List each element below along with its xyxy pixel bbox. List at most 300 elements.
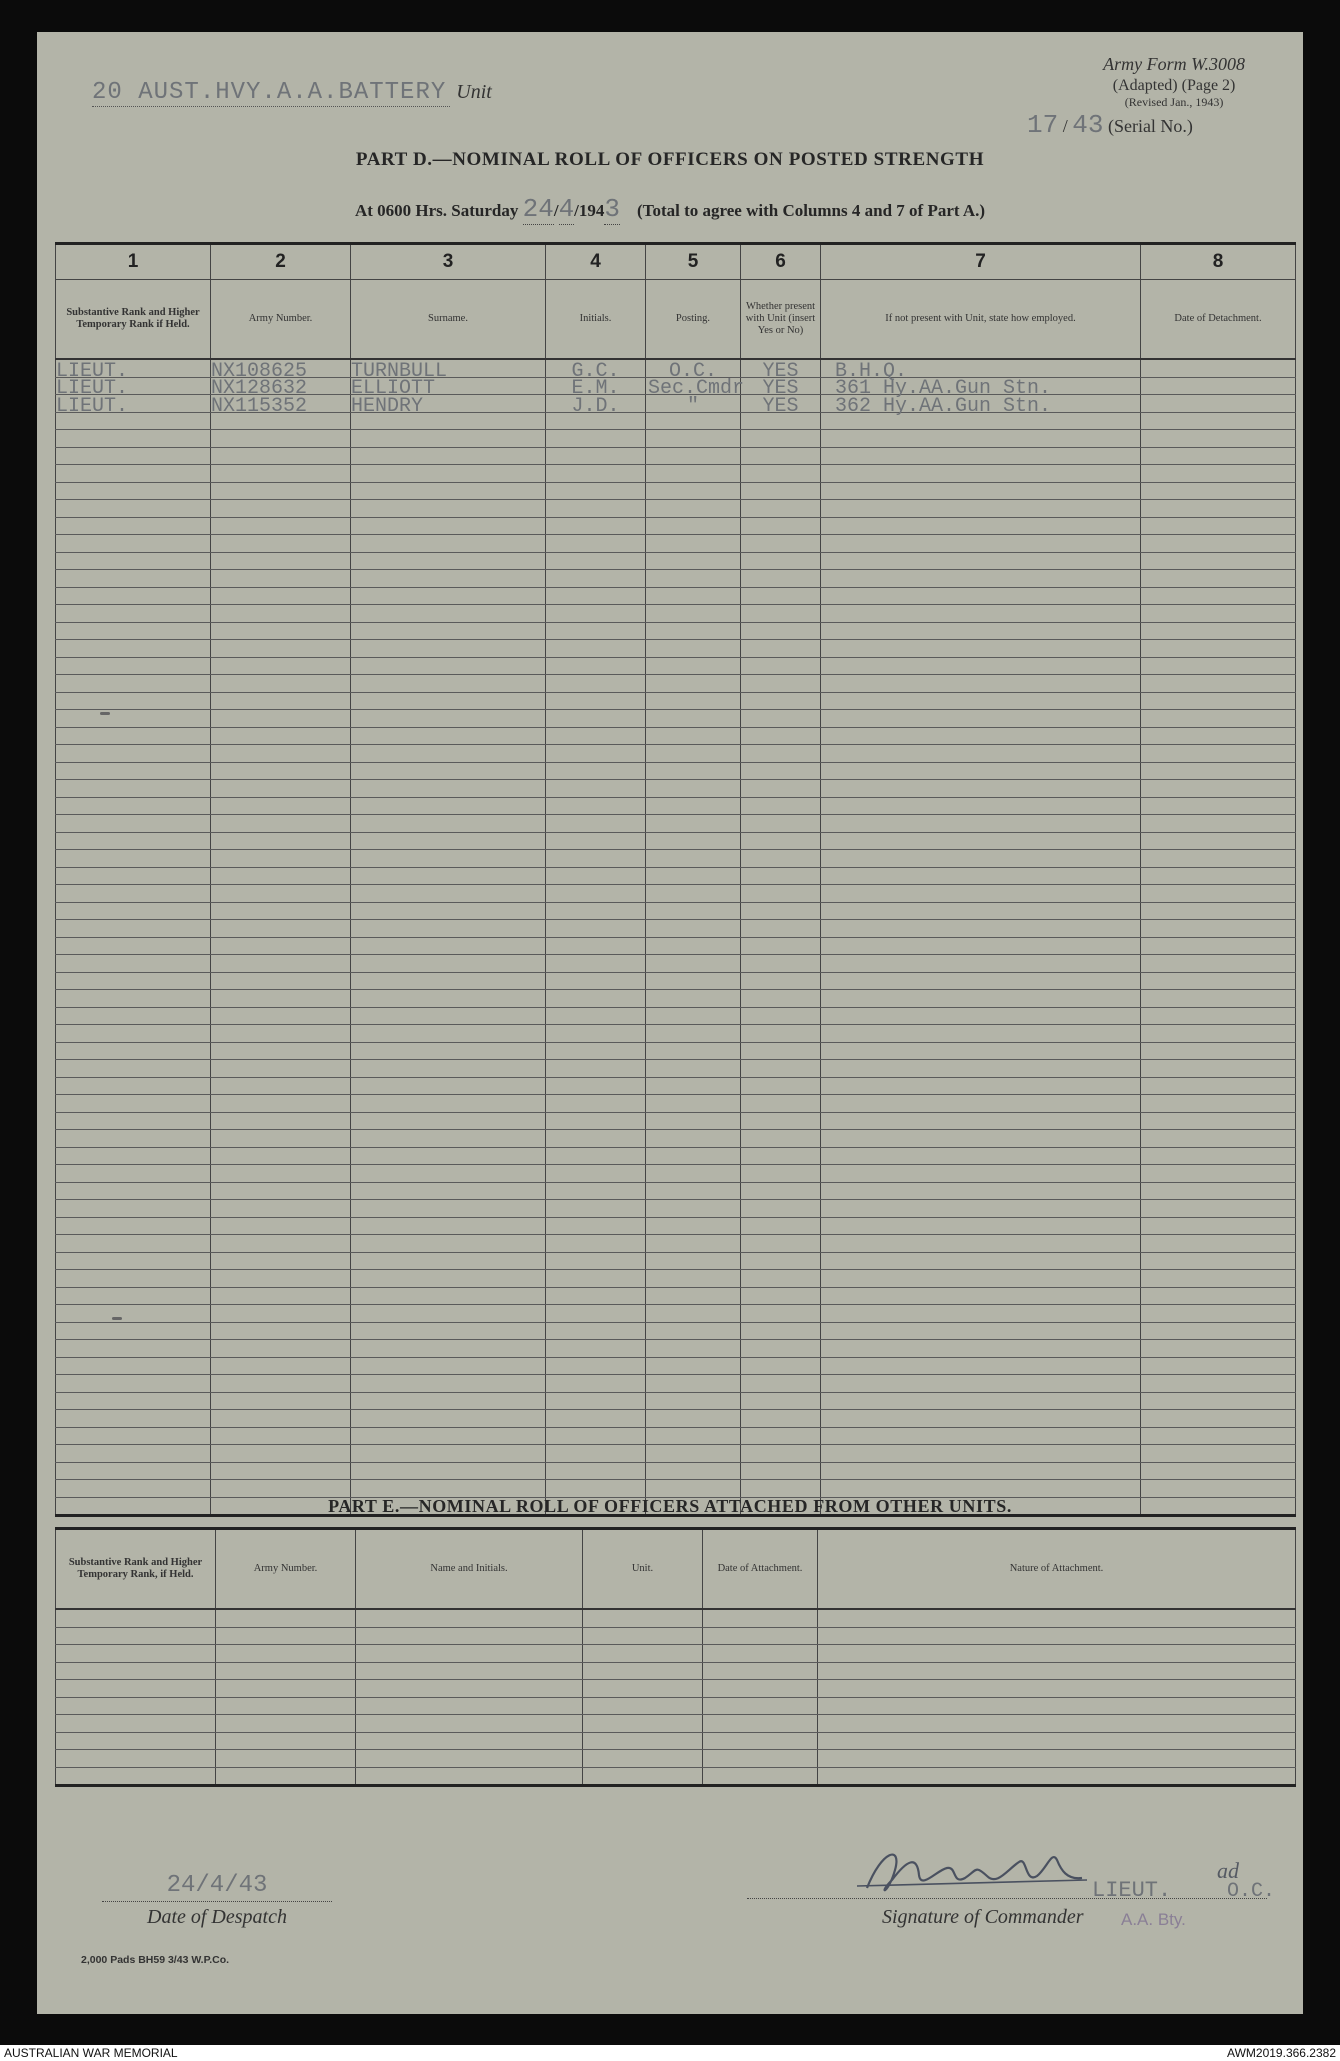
blank-cell (821, 1112, 1141, 1130)
form-revised: (Revised Jan., 1943) (1124, 94, 1224, 109)
blank-cell (56, 1375, 211, 1393)
posting-cell: " (686, 394, 699, 418)
blank-row (56, 622, 1296, 640)
blank-cell (821, 1357, 1141, 1375)
blank-row (56, 675, 1296, 693)
blank-cell (546, 867, 646, 885)
blank-cell (546, 1042, 646, 1060)
blank-cell (646, 710, 741, 728)
blank-cell (351, 745, 546, 763)
rank-cell: LIEUT. (56, 377, 129, 400)
blank-cell (356, 1662, 583, 1680)
blank-cell (703, 1609, 818, 1627)
blank-cell (583, 1662, 703, 1680)
blank-cell (741, 1445, 821, 1463)
blank-cell (646, 990, 741, 1008)
date-month: 4 (558, 194, 575, 224)
blank-row (56, 920, 1296, 938)
blank-cell (821, 1462, 1141, 1480)
blank-cell (1141, 1077, 1296, 1095)
blank-cell (56, 780, 211, 798)
blank-cell (646, 1042, 741, 1060)
blank-cell (646, 1427, 741, 1445)
blank-cell (351, 1287, 546, 1305)
blank-cell (1141, 1410, 1296, 1428)
blank-cell (211, 1322, 351, 1340)
blank-cell (546, 605, 646, 623)
blank-cell (821, 1217, 1141, 1235)
blank-cell (211, 517, 351, 535)
blank-cell (546, 1147, 646, 1165)
blank-cell (546, 937, 646, 955)
blank-cell (821, 920, 1141, 938)
blank-cell (56, 675, 211, 693)
blank-cell (56, 990, 211, 1008)
date-year-digit: 3 (604, 194, 621, 224)
blank-cell (821, 1007, 1141, 1025)
blank-cell (211, 1235, 351, 1253)
blank-cell (821, 1042, 1141, 1060)
blank-cell (211, 1410, 351, 1428)
blank-cell (546, 1427, 646, 1445)
blank-cell (546, 1130, 646, 1148)
blank-row (56, 1130, 1296, 1148)
blank-cell (56, 937, 211, 955)
blank-cell (56, 500, 211, 518)
column-number: 8 (1141, 244, 1296, 280)
printer-note: 2,000 Pads BH59 3/43 W.P.Co. (81, 1954, 230, 1966)
blank-row (56, 447, 1296, 465)
blank-cell (1141, 1322, 1296, 1340)
column-number-row (56, 244, 1296, 280)
blank-cell (56, 1662, 216, 1680)
blank-cell (211, 465, 351, 483)
blank-cell (351, 1322, 546, 1340)
surname-cell: HENDRY (351, 394, 424, 418)
blank-cell (741, 622, 821, 640)
blank-row (56, 1305, 1296, 1323)
blank-cell (818, 1697, 1296, 1715)
blank-cell (818, 1662, 1296, 1680)
blank-cell (1141, 1392, 1296, 1410)
blank-cell (56, 1130, 211, 1148)
blank-cell (583, 1645, 703, 1663)
blank-cell (211, 1340, 351, 1358)
blank-cell (741, 517, 821, 535)
blank-row (56, 1462, 1296, 1480)
column-number: 4 (546, 244, 646, 280)
part-d-title: PART D.—NOMINAL ROLL OF OFFICERS ON POSTED STRENGTH (355, 149, 985, 170)
blank-cell (821, 1427, 1141, 1445)
blank-cell (741, 902, 821, 920)
blank-cell (741, 972, 821, 990)
blank-cell (646, 1235, 741, 1253)
blank-cell (546, 535, 646, 553)
blank-cell (351, 1200, 546, 1218)
blank-cell (56, 605, 211, 623)
blank-row (56, 955, 1296, 973)
blank-cell (211, 1305, 351, 1323)
blank-cell (211, 1060, 351, 1078)
blank-cell (821, 867, 1141, 885)
blank-row (56, 605, 1296, 623)
blank-cell (216, 1715, 356, 1733)
blank-cell (211, 710, 351, 728)
blank-cell (646, 780, 741, 798)
blank-cell (741, 1112, 821, 1130)
blank-cell (356, 1715, 583, 1733)
blank-cell (351, 1147, 546, 1165)
blank-cell (211, 937, 351, 955)
blank-cell (703, 1697, 818, 1715)
blank-cell (546, 815, 646, 833)
blank-cell (211, 1480, 351, 1498)
rank-cell: LIEUT. (56, 359, 129, 383)
blank-cell (821, 622, 1141, 640)
header-name-initials: Name and Initials. (356, 1529, 583, 1610)
blank-cell (741, 500, 821, 518)
blank-cell (56, 640, 211, 658)
blank-cell (56, 1410, 211, 1428)
blank-cell (1141, 797, 1296, 815)
blank-cell (1141, 850, 1296, 868)
blank-cell (216, 1750, 356, 1768)
column-number: 7 (821, 244, 1141, 280)
blank-cell (821, 937, 1141, 955)
blank-cell (821, 1252, 1141, 1270)
blank-row (56, 1182, 1296, 1200)
blank-cell (546, 1077, 646, 1095)
blank-cell (741, 797, 821, 815)
blank-cell (1141, 552, 1296, 570)
blank-cell (56, 587, 211, 605)
blank-cell (1141, 517, 1296, 535)
blank-cell (211, 850, 351, 868)
blank-row (56, 482, 1296, 500)
blank-cell (211, 587, 351, 605)
blank-cell (741, 920, 821, 938)
blank-cell (351, 1445, 546, 1463)
blank-cell (351, 1112, 546, 1130)
army-number-cell: NX115352 (211, 394, 308, 418)
blank-cell (351, 570, 546, 588)
header-rank: Substantive Rank and Higher Temporary Rank if Held. (56, 280, 211, 360)
date-day: 24 (522, 194, 554, 224)
blank-cell (351, 517, 546, 535)
blank-cell (56, 430, 211, 448)
blank-cell (56, 1217, 211, 1235)
blank-cell (546, 622, 646, 640)
blank-cell (211, 1375, 351, 1393)
blank-cell (741, 1287, 821, 1305)
blank-cell (646, 500, 741, 518)
serial-slash: / (1062, 116, 1073, 136)
blank-cell (351, 692, 546, 710)
blank-cell (821, 465, 1141, 483)
blank-cell (741, 1480, 821, 1498)
blank-cell (211, 622, 351, 640)
part-d-table (55, 242, 1296, 1517)
blank-cell (546, 710, 646, 728)
blank-cell (646, 1025, 741, 1043)
blank-cell (351, 780, 546, 798)
blank-cell (56, 972, 211, 990)
blank-cell (1141, 1287, 1296, 1305)
blank-cell (56, 1750, 216, 1768)
blank-cell (646, 937, 741, 955)
blank-cell (821, 1270, 1141, 1288)
blank-cell (646, 692, 741, 710)
blank-cell (546, 1462, 646, 1480)
blank-cell (351, 447, 546, 465)
header-attachment-nature: Nature of Attachment. (818, 1529, 1296, 1610)
blank-cell (821, 675, 1141, 693)
blank-cell (56, 1042, 211, 1060)
blank-cell (821, 780, 1141, 798)
blank-cell (351, 762, 546, 780)
blank-cell (56, 465, 211, 483)
column-number: 6 (741, 244, 821, 280)
despatch-block (102, 1872, 332, 1929)
blank-cell (211, 500, 351, 518)
blank-cell (211, 1357, 351, 1375)
blank-row (56, 517, 1296, 535)
blank-cell (56, 1287, 211, 1305)
blank-cell (741, 1252, 821, 1270)
blank-cell (646, 1410, 741, 1428)
blank-cell (821, 1130, 1141, 1148)
blank-cell (821, 552, 1141, 570)
blank-cell (351, 1252, 546, 1270)
blank-cell (1141, 937, 1296, 955)
blank-cell (211, 1270, 351, 1288)
blank-cell (351, 1007, 546, 1025)
part-e-table (55, 1527, 1296, 1787)
blank-cell (818, 1732, 1296, 1750)
blank-cell (351, 710, 546, 728)
blank-cell (821, 1077, 1141, 1095)
blank-cell (741, 657, 821, 675)
blank-cell (211, 692, 351, 710)
blank-cell (546, 1095, 646, 1113)
blank-cell (741, 465, 821, 483)
blank-cell (1141, 587, 1296, 605)
header-initials: Initials. (546, 280, 646, 360)
archive-reference: AWM2019.366.2382 (1227, 2046, 1336, 2060)
blank-cell (1141, 1252, 1296, 1270)
employment-cell: B.H.Q. (835, 359, 908, 383)
blank-cell (818, 1609, 1296, 1627)
blank-cell (56, 955, 211, 973)
blank-cell (821, 1410, 1141, 1428)
blank-cell (821, 1322, 1141, 1340)
blank-cell (546, 850, 646, 868)
blank-cell (546, 1217, 646, 1235)
blank-cell (546, 1025, 646, 1043)
blank-row (56, 1392, 1296, 1410)
blank-cell (211, 727, 351, 745)
blank-row (56, 535, 1296, 553)
blank-cell (1141, 972, 1296, 990)
blank-cell (646, 1095, 741, 1113)
blank-cell (821, 990, 1141, 1008)
blank-cell (741, 762, 821, 780)
blank-cell (56, 850, 211, 868)
blank-cell (56, 1340, 211, 1358)
employment-cell: 361 Hy.AA.Gun Stn. (835, 377, 1052, 400)
blank-cell (703, 1732, 818, 1750)
unit-label: Unit (456, 81, 492, 103)
blank-cell (741, 745, 821, 763)
blank-row (56, 745, 1296, 763)
blank-row (56, 1042, 1296, 1060)
blank-cell (351, 640, 546, 658)
officer-row (56, 359, 1296, 377)
blank-cell (703, 1680, 818, 1698)
blank-cell (646, 1392, 741, 1410)
blank-cell (1141, 692, 1296, 710)
army-number-cell: NX128632 (211, 377, 308, 400)
blank-row (56, 797, 1296, 815)
blank-cell (211, 1095, 351, 1113)
blank-cell (583, 1609, 703, 1627)
blank-cell (546, 1322, 646, 1340)
blank-cell (1141, 1270, 1296, 1288)
signature-rank: LIEUT. (1092, 1878, 1172, 1903)
blank-cell (1141, 640, 1296, 658)
blank-cell (211, 1130, 351, 1148)
blank-cell (56, 1767, 216, 1786)
blank-cell (1141, 815, 1296, 833)
blank-cell (1141, 1235, 1296, 1253)
blank-cell (741, 1322, 821, 1340)
blank-cell (211, 430, 351, 448)
initials-cell: J.D. (571, 394, 620, 418)
blank-cell (1141, 622, 1296, 640)
blank-cell (1141, 1200, 1296, 1218)
blank-cell (821, 517, 1141, 535)
blank-cell (56, 1200, 211, 1218)
blank-cell (646, 1462, 741, 1480)
header-unit: Unit. (583, 1529, 703, 1610)
blank-cell (646, 1147, 741, 1165)
blank-cell (703, 1767, 818, 1786)
signature-oc: O.C. (1227, 1880, 1276, 1903)
blank-cell (56, 1025, 211, 1043)
blank-cell (546, 990, 646, 1008)
blank-cell (583, 1627, 703, 1645)
blank-cell (741, 727, 821, 745)
blank-cell (1141, 1095, 1296, 1113)
blank-cell (741, 430, 821, 448)
blank-cell (351, 430, 546, 448)
blank-cell (1141, 465, 1296, 483)
blank-cell (1141, 710, 1296, 728)
blank-cell (741, 867, 821, 885)
blank-cell (546, 1480, 646, 1498)
blank-cell (1141, 1217, 1296, 1235)
header-army-number: Army Number. (211, 280, 351, 360)
blank-cell (211, 1112, 351, 1130)
blank-cell (546, 1235, 646, 1253)
blank-cell (1141, 1060, 1296, 1078)
blank-cell (546, 1445, 646, 1463)
blank-row (56, 1322, 1296, 1340)
blank-cell (821, 657, 1141, 675)
blank-row (56, 1427, 1296, 1445)
blank-row (56, 867, 1296, 885)
blank-row (56, 1112, 1296, 1130)
blank-row (56, 1662, 1296, 1680)
blank-cell (351, 1025, 546, 1043)
blank-cell (818, 1750, 1296, 1768)
blank-row (56, 1147, 1296, 1165)
blank-cell (351, 937, 546, 955)
blank-cell (211, 657, 351, 675)
blank-cell (546, 727, 646, 745)
blank-cell (351, 727, 546, 745)
surname-cell: ELLIOTT (351, 377, 436, 400)
blank-cell (211, 780, 351, 798)
blank-cell (821, 692, 1141, 710)
blank-cell (56, 797, 211, 815)
blank-cell (351, 1095, 546, 1113)
blank-cell (546, 1305, 646, 1323)
blank-cell (821, 762, 1141, 780)
header-rank: Substantive Rank and Higher Temporary Rank, if Held. (56, 1529, 216, 1610)
blank-row (56, 465, 1296, 483)
blank-cell (56, 832, 211, 850)
blank-cell (546, 482, 646, 500)
blank-cell (741, 885, 821, 903)
blank-cell (211, 745, 351, 763)
blank-cell (1141, 990, 1296, 1008)
blank-row (56, 780, 1296, 798)
blank-row (56, 1645, 1296, 1663)
blank-row (56, 1697, 1296, 1715)
blank-cell (56, 622, 211, 640)
header-surname: Surname. (351, 280, 546, 360)
blank-cell (646, 832, 741, 850)
blank-cell (56, 657, 211, 675)
blank-cell (546, 552, 646, 570)
blank-cell (703, 1715, 818, 1733)
blank-cell (1141, 885, 1296, 903)
blank-cell (646, 972, 741, 990)
signature-label: Signature of Commander (882, 1906, 1084, 1928)
blank-cell (56, 1480, 211, 1498)
blank-cell (703, 1645, 818, 1663)
blank-cell (211, 552, 351, 570)
blank-cell (351, 1427, 546, 1445)
blank-cell (211, 605, 351, 623)
blank-cell (646, 1217, 741, 1235)
blank-cell (646, 1007, 741, 1025)
blank-row (56, 885, 1296, 903)
blank-cell (56, 552, 211, 570)
blank-cell (646, 762, 741, 780)
blank-cell (741, 692, 821, 710)
blank-cell (211, 570, 351, 588)
blank-cell (211, 902, 351, 920)
blank-cell (211, 640, 351, 658)
blank-cell (56, 692, 211, 710)
header-employment: If not present with Unit, state how employed. (821, 280, 1141, 360)
blank-cell (351, 990, 546, 1008)
blank-cell (56, 1060, 211, 1078)
blank-cell (546, 517, 646, 535)
blank-cell (546, 657, 646, 675)
